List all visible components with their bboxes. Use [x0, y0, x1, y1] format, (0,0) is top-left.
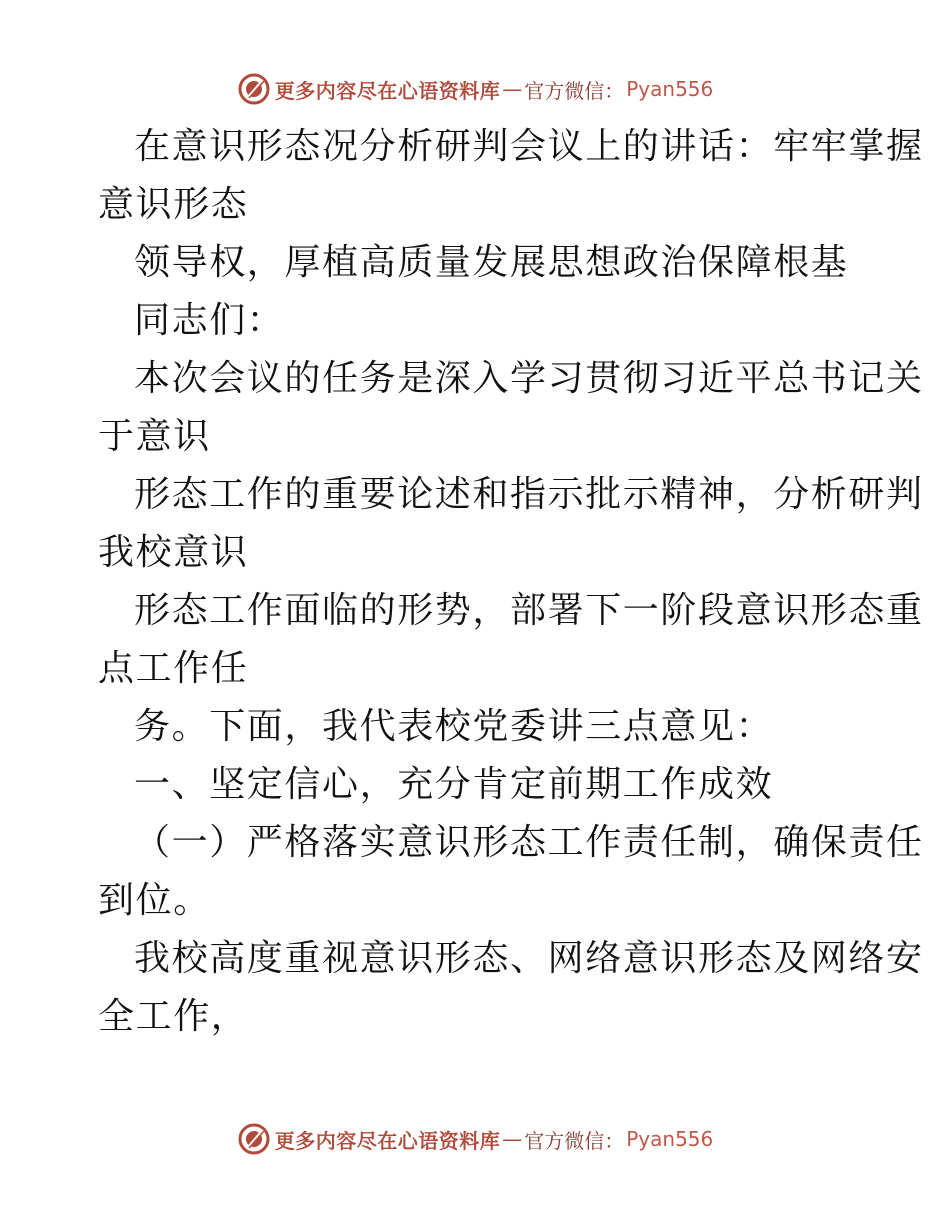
paragraph-line: 全工作，	[98, 996, 249, 1037]
paragraph-line: 形态工作的重要论述和指示批示精神，分析研判	[134, 474, 924, 515]
paragraph-line: 我校高度重视意识形态、网络意识形态及网络安	[134, 938, 924, 979]
watermark-wechat-id: Pyan556	[626, 77, 714, 101]
subsection-heading: 到位。	[98, 880, 211, 921]
paragraph-line: 点工作任	[98, 648, 249, 689]
watermark-main-text: 更多内容尽在心语资料库	[274, 78, 501, 103]
watermark-official-label: 官方微信：	[524, 78, 625, 103]
title-line-3: 领导权，厚植高质量发展思想政治保障根基	[134, 242, 849, 283]
title-line-2: 意识形态	[98, 184, 249, 225]
watermark-main-text: 更多内容尽在心语资料库	[274, 1128, 501, 1153]
salutation: 同志们：	[134, 300, 285, 341]
footer-watermark	[0, 1122, 950, 1156]
watermark-wechat-id: Pyan556	[626, 1127, 714, 1151]
watermark-dash: —	[502, 1127, 523, 1151]
logo-icon	[237, 1122, 271, 1156]
paragraph-line: 于意识	[98, 416, 211, 457]
paragraph-line: 务。下面，我代表校党委讲三点意见：	[134, 706, 774, 747]
section-heading: 一、坚定信心，充分肯定前期工作成效	[134, 764, 774, 805]
header-watermark	[0, 72, 950, 106]
subsection-heading: （一）严格落实意识形态工作责任制，确保责任	[134, 822, 924, 863]
paragraph-line: 本次会议的任务是深入学习贯彻习近平总书记关	[134, 358, 924, 399]
paragraph-line: 形态工作面临的形势，部署下一阶段意识形态重	[134, 590, 924, 631]
logo-icon	[237, 72, 271, 106]
title-line-1: 在意识形态况分析研判会议上的讲话：牢牢掌握	[134, 126, 924, 167]
watermark-dash: —	[502, 77, 523, 101]
watermark-official-label: 官方微信：	[524, 1128, 625, 1153]
paragraph-line: 我校意识	[98, 532, 249, 573]
